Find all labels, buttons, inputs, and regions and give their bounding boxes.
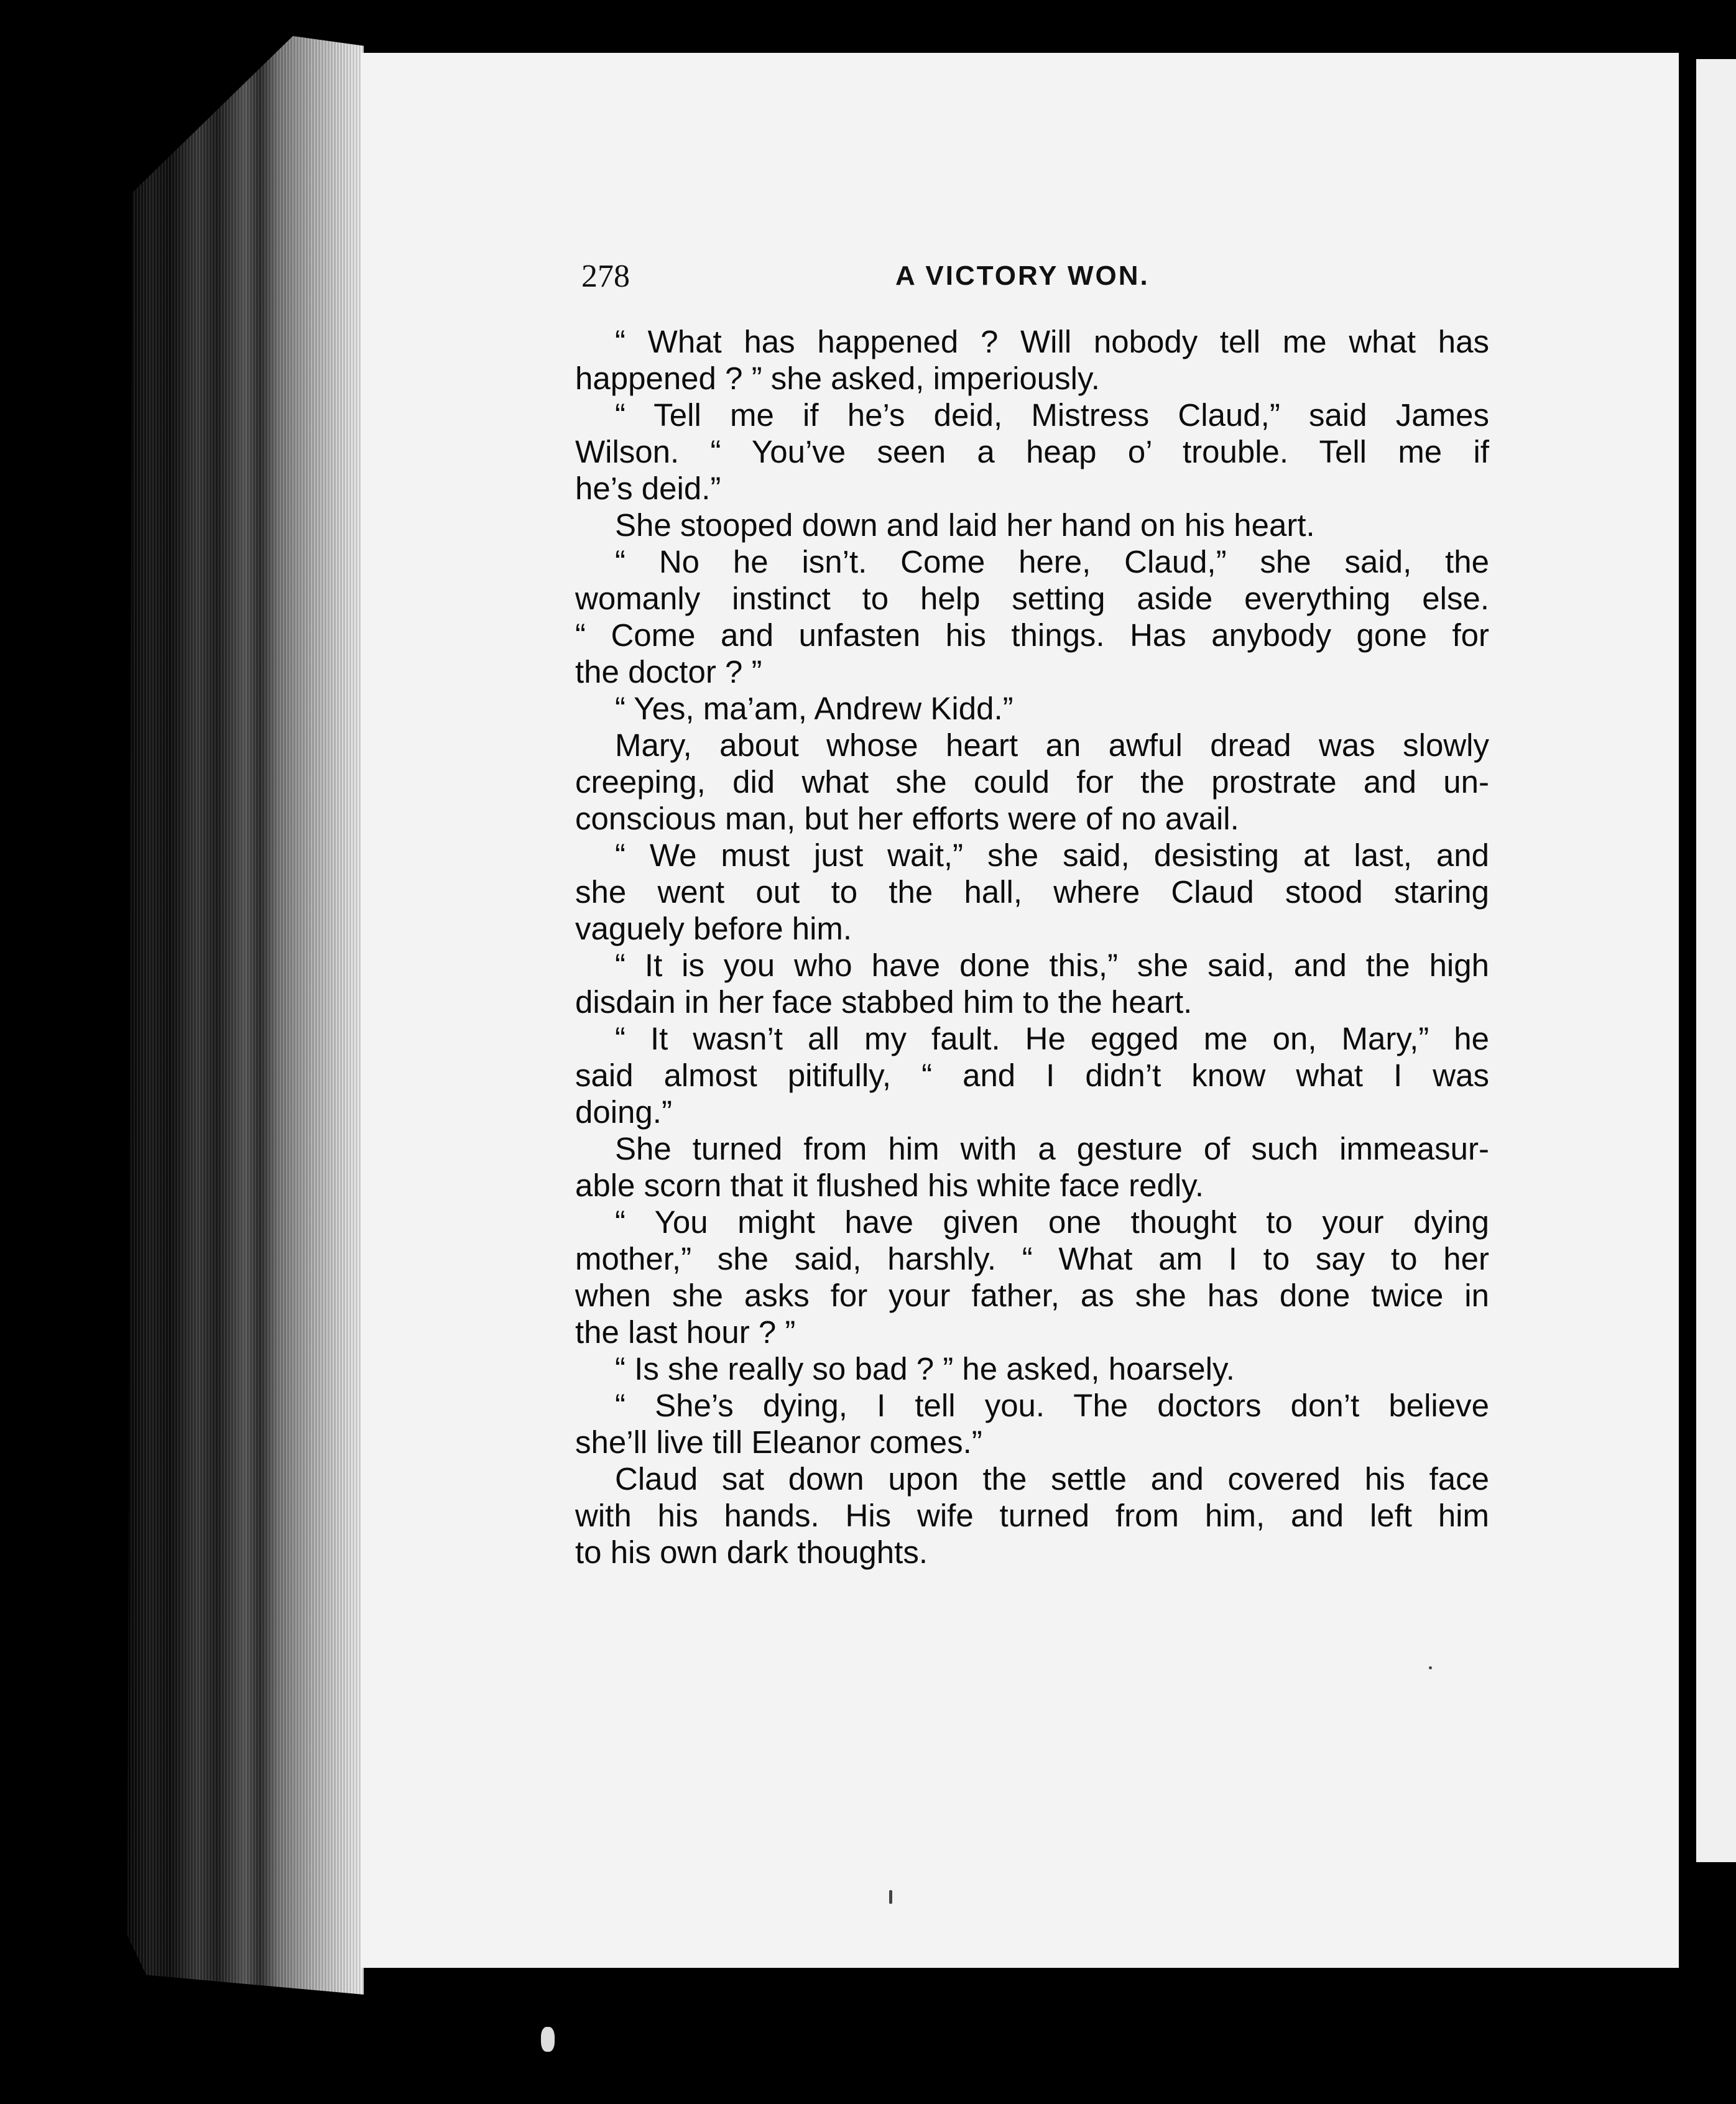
text-line: Wilson. “ You’ve seen a heap o’ trouble. Tell me if bbox=[575, 434, 1489, 469]
paragraph bbox=[575, 1460, 1489, 1571]
paragraph bbox=[575, 1130, 1489, 1204]
paragraph bbox=[575, 397, 1489, 507]
book-page-edges bbox=[127, 36, 364, 1995]
text-line: “ Is she really so bad ? ” he asked, hoarsely. bbox=[615, 1351, 1235, 1387]
text-line: Claud sat down upon the settle and covered his face bbox=[615, 1461, 1489, 1497]
text-line: the last hour ? ” bbox=[575, 1314, 796, 1350]
text-line: said almost pitifully, “ and I didn’t know what I was bbox=[575, 1058, 1489, 1093]
text-line: she’ll live till Eleanor comes.” bbox=[575, 1424, 982, 1460]
paragraph bbox=[575, 1020, 1489, 1130]
text-line: conscious man, but her efforts were of no avail. bbox=[575, 801, 1239, 836]
dust-speck bbox=[1429, 1666, 1432, 1669]
text-line: disdain in her face stabbed him to the heart. bbox=[575, 984, 1193, 1020]
paragraph bbox=[575, 507, 1489, 543]
text-line: she went out to the hall, where Claud stood staring bbox=[575, 874, 1489, 910]
page-header bbox=[581, 258, 1530, 302]
text-line: to his own dark thoughts. bbox=[575, 1534, 928, 1570]
text-line: creeping, did what she could for the prostrate and un- bbox=[575, 764, 1489, 800]
text-line: mother,” she said, harshly. “ What am I to say to her bbox=[575, 1241, 1489, 1276]
text-line: doing.” bbox=[575, 1094, 672, 1130]
paragraph bbox=[575, 1204, 1489, 1350]
dust-speck bbox=[889, 1890, 892, 1904]
text-line: womanly instinct to help setting aside everything else. bbox=[575, 581, 1489, 616]
text-line: with his hands. His wife turned from him, and left him bbox=[575, 1498, 1489, 1533]
body-text bbox=[575, 323, 1489, 1571]
text-line: “ We must just wait,” she said, desisting at last, and bbox=[615, 837, 1489, 873]
text-line: vaguely before him. bbox=[575, 911, 852, 946]
text-line: happened ? ” she asked, imperiously. bbox=[575, 361, 1100, 396]
paragraph bbox=[575, 837, 1489, 947]
text-line: She stooped down and laid her hand on his heart. bbox=[615, 507, 1315, 543]
text-line: the doctor ? ” bbox=[575, 654, 762, 690]
facing-page-edge bbox=[1696, 59, 1736, 1862]
paragraph bbox=[575, 1387, 1489, 1460]
text-line: “ You might have given one thought to your dying bbox=[615, 1204, 1489, 1240]
text-line: “ Tell me if he’s deid, Mistress Claud,” said James bbox=[615, 397, 1489, 433]
dust-speck bbox=[541, 2027, 555, 2052]
text-line: “ It wasn’t all my fault. He egged me on, Mary,” he bbox=[615, 1021, 1489, 1056]
paragraph bbox=[575, 690, 1489, 727]
paragraph bbox=[575, 727, 1489, 837]
text-line: when she asks for your father, as she has done twice in bbox=[575, 1278, 1489, 1313]
text-line: able scorn that it flushed his white face redly. bbox=[575, 1168, 1204, 1203]
text-line: She turned from him with a gesture of such immeasur- bbox=[615, 1131, 1489, 1166]
text-line: “ Come and unfasten his things. Has anybody gone for bbox=[575, 617, 1489, 653]
text-line: “ What has happened ? Will nobody tell me what has bbox=[615, 324, 1489, 359]
text-line: Mary, about whose heart an awful dread was slowly bbox=[615, 727, 1489, 763]
text-line: he’s deid.” bbox=[575, 471, 721, 506]
text-line: “ She’s dying, I tell you. The doctors don’t believe bbox=[615, 1388, 1489, 1423]
text-line: “ It is you who have done this,” she said, and the high bbox=[615, 948, 1489, 983]
running-title: A VICTORY WON. bbox=[895, 261, 1150, 291]
paragraph bbox=[575, 543, 1489, 690]
paragraph bbox=[575, 323, 1489, 397]
text-line: “ No he isn’t. Come here, Claud,” she said, the bbox=[615, 544, 1489, 579]
page-number: 278 bbox=[581, 259, 630, 294]
paragraph bbox=[575, 1350, 1489, 1387]
text-line: “ Yes, ma’am, Andrew Kidd.” bbox=[615, 691, 1013, 726]
paragraph bbox=[575, 947, 1489, 1020]
